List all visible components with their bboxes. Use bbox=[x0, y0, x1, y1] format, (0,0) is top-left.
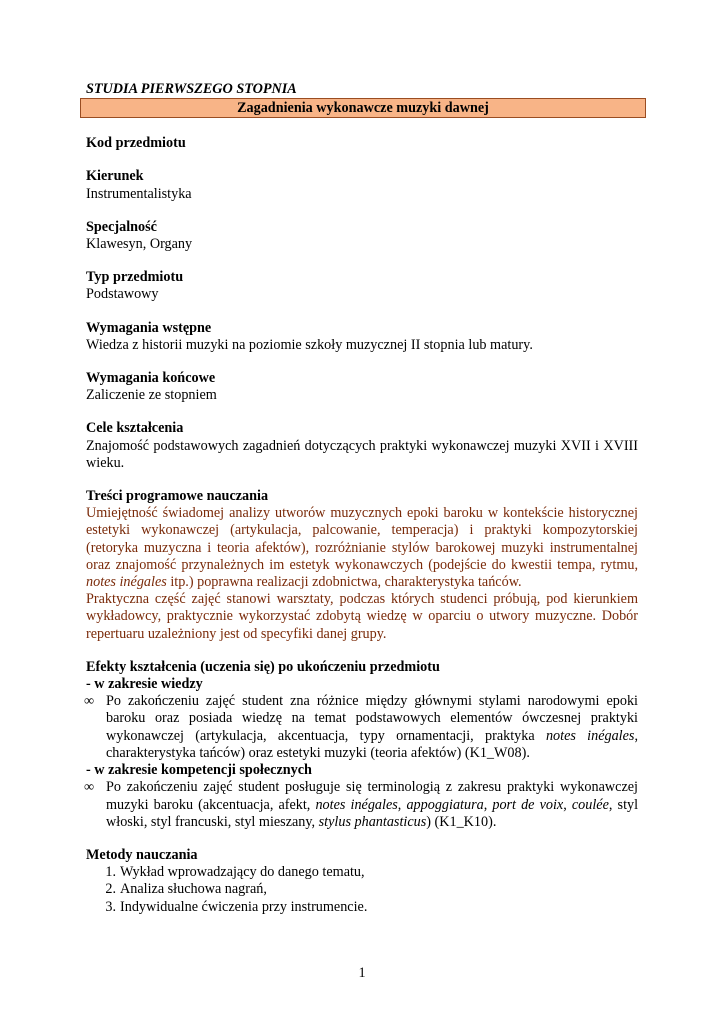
section-value: Klawesyn, Organy bbox=[86, 236, 193, 253]
section-label: Specjalność bbox=[86, 218, 157, 235]
section-label: Kierunek bbox=[86, 168, 144, 185]
section-cele bbox=[86, 420, 638, 472]
infinity-bullet-icon: ∞ bbox=[84, 779, 95, 796]
list-item bbox=[86, 864, 638, 881]
section-value: Znajomość podstawowych zagadnień dotyczących praktyki wykonawczej muzyki XVII i XVIII wieku. bbox=[86, 437, 638, 471]
section-label: Metody nauczania bbox=[86, 846, 198, 863]
bullet-text: Po zakończeniu zajęć student zna różnice między głównymi stylami narodowymi epoki baroku oraz posiada wiedzę na temat podstawowych elementów ówczesnej praktyki wykonawczej (artykulacja, akcentuacja, typy ornamentacji, praktyka notes inégales, charakterystyka tańców) oraz estetyki muzyki (teoria afektów) (K1_W08). bbox=[106, 693, 638, 761]
subsection-label-kompetencje: - w zakresie kompetencji społecznych bbox=[86, 762, 312, 779]
infinity-bullet-icon: ∞ bbox=[84, 693, 95, 710]
section-label: Efekty kształcenia (uczenia się) po ukończeniu przedmiotu bbox=[86, 658, 440, 675]
section-kod bbox=[86, 135, 638, 152]
list-item bbox=[86, 779, 638, 831]
section-label: Treści programowe nauczania bbox=[86, 488, 269, 505]
section-label: Typ przedmiotu bbox=[86, 269, 184, 286]
bullet-text: Po zakończeniu zajęć student posługuje się terminologią z zakresu praktyki wykonawczej muzyki baroku (akcentuacja, afekt, notes inégales, appoggiatura, port de voix, coulée, styl włoski, styl francuski, styl mieszany, stylus phantasticus) (K1_K10). bbox=[106, 779, 639, 830]
list-number: 2. bbox=[105, 881, 116, 898]
section-metody bbox=[86, 847, 638, 916]
section-value: Podstawowy bbox=[86, 286, 159, 303]
section-value: Wiedza z historii muzyki na poziomie szkoły muzycznej II stopnia lub matury. bbox=[86, 336, 533, 353]
list-item bbox=[86, 881, 638, 898]
list-text: Wykład wprowadzający do danego tematu, bbox=[120, 864, 365, 881]
section-efekty bbox=[86, 659, 638, 831]
section-label: Wymagania końcowe bbox=[86, 370, 216, 387]
section-value: Zaliczenie ze stopniem bbox=[86, 387, 217, 404]
list-text: Analiza słuchowa nagrań, bbox=[120, 881, 267, 898]
list-text: Indywidualne ćwiczenia przy instrumencie. bbox=[120, 898, 368, 915]
subsection-label-wiedza: - w zakresie wiedzy bbox=[86, 676, 203, 693]
section-value: Instrumentalistyka bbox=[86, 185, 192, 202]
tresci-paragraph-2: Praktyczna część zajęć stanowi warsztaty, podczas których studenci próbują, pod kierunkiem wykładowcy, praktycznie wykorzystać zdobytą wiedzę w oparciu o utwory muzyczne. Dobór repertuaru uzależniony jest od specyfiki danej grupy. bbox=[86, 591, 638, 642]
document-page bbox=[86, 81, 638, 916]
list-number: 1. bbox=[105, 864, 116, 881]
section-tresci bbox=[86, 488, 638, 643]
section-specjalnosc bbox=[86, 219, 638, 253]
section-label: Cele kształcenia bbox=[86, 420, 184, 437]
section-wymagania-koncowe bbox=[86, 370, 638, 404]
section-typ bbox=[86, 269, 638, 303]
tresci-paragraph-1: Umiejętność świadomej analizy utworów muzycznych epoki baroku w kontekście historycznej estetyki wykonawczej (artykulacja, palcowanie, temperacja) i praktyki kompozytorskiej (retoryka muzyczna i teoria afektów), rozróżnianie stylów barokowej muzyki instrumentalnej oraz znajomość przynależnych im estetyk wykonawczych (podejście do kwestii tempa, rytmu, notes inégales itp.) poprawna realizacji zdobnictwa, charakterystyka tańców. bbox=[86, 505, 638, 591]
page-number: 1 bbox=[358, 965, 366, 981]
list-number: 3. bbox=[105, 898, 116, 915]
list-item bbox=[86, 899, 638, 916]
methods-list bbox=[86, 864, 638, 916]
section-label: Kod przedmiotu bbox=[86, 135, 186, 152]
section-wymagania-wstepne bbox=[86, 320, 638, 354]
section-kierunek bbox=[86, 168, 638, 202]
list-item bbox=[86, 693, 638, 762]
study-level-heading: STUDIA PIERWSZEGO STOPNIA bbox=[86, 81, 297, 97]
section-label: Wymagania wstępne bbox=[86, 319, 212, 336]
course-title-banner: Zagadnienia wykonawcze muzyki dawnej bbox=[80, 98, 646, 118]
